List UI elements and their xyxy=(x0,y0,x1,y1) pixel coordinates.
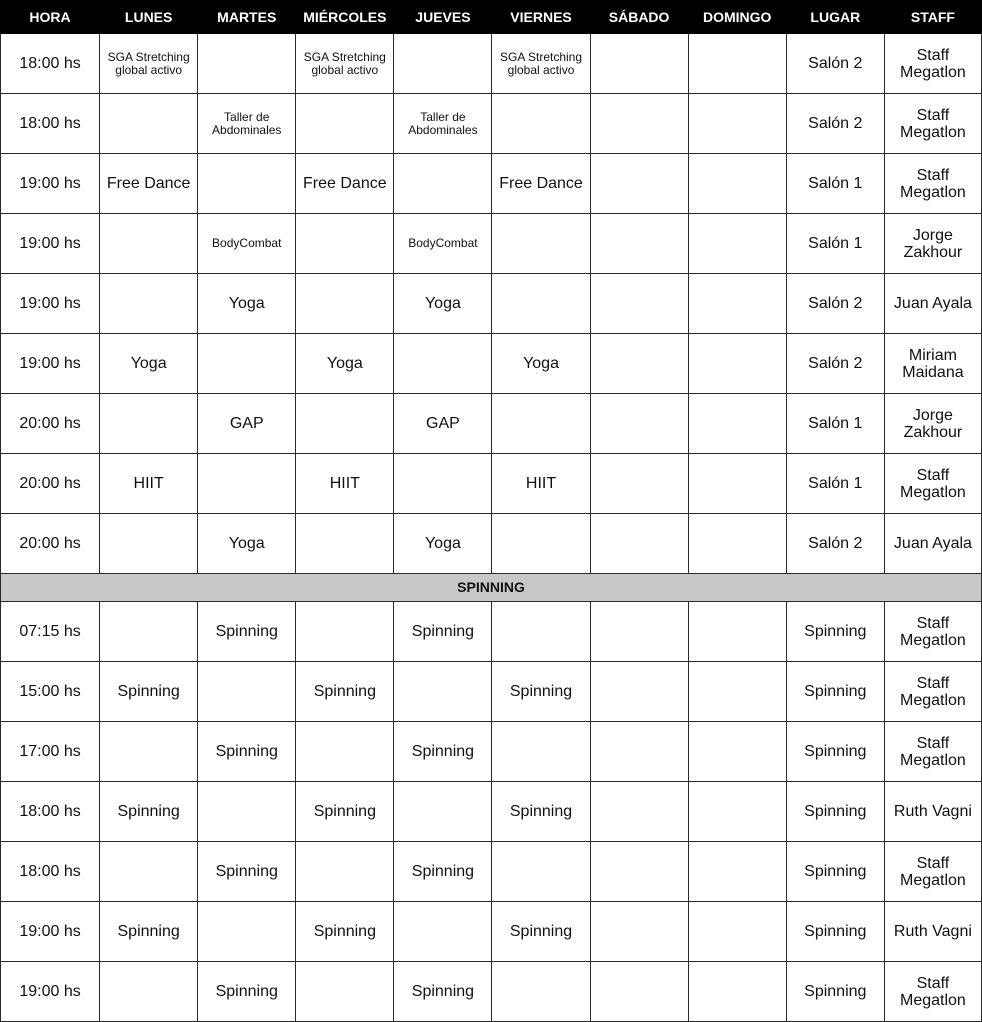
class-cell xyxy=(590,394,688,454)
class-cell: Yoga xyxy=(296,334,394,394)
class-cell: Yoga xyxy=(394,514,492,574)
class-cell xyxy=(198,34,296,94)
location-cell: Salón 2 xyxy=(786,334,884,394)
time-cell: 18:00 hs xyxy=(1,782,100,842)
staff-cell: Juan Ayala xyxy=(884,514,981,574)
class-cell xyxy=(590,454,688,514)
time-cell: 19:00 hs xyxy=(1,274,100,334)
class-cell xyxy=(394,662,492,722)
class-cell: Yoga xyxy=(198,514,296,574)
class-cell xyxy=(688,34,786,94)
class-cell xyxy=(296,842,394,902)
class-cell: Spinning xyxy=(100,662,198,722)
location-cell: Salón 2 xyxy=(786,274,884,334)
time-cell: 18:00 hs xyxy=(1,94,100,154)
class-cell: Spinning xyxy=(394,842,492,902)
schedule-header xyxy=(1,1,982,34)
schedule-body xyxy=(1,34,982,1022)
class-cell: Yoga xyxy=(394,274,492,334)
class-cell xyxy=(688,722,786,782)
table-row xyxy=(1,334,982,394)
class-cell xyxy=(198,662,296,722)
class-cell: SGA Stretching global activo xyxy=(492,34,590,94)
class-cell xyxy=(100,962,198,1022)
class-cell: Spinning xyxy=(394,962,492,1022)
class-cell xyxy=(688,514,786,574)
class-cell xyxy=(100,274,198,334)
class-cell xyxy=(296,602,394,662)
class-cell: SGA Stretching global activo xyxy=(100,34,198,94)
class-cell xyxy=(590,34,688,94)
location-cell: Spinning xyxy=(786,662,884,722)
class-cell: BodyCombat xyxy=(198,214,296,274)
class-cell xyxy=(296,274,394,334)
column-header: JUEVES xyxy=(394,1,492,34)
time-cell: 20:00 hs xyxy=(1,454,100,514)
class-cell: GAP xyxy=(394,394,492,454)
class-cell: Taller de Abdominales xyxy=(198,94,296,154)
class-cell xyxy=(296,94,394,154)
table-row xyxy=(1,94,982,154)
class-cell xyxy=(296,962,394,1022)
column-header: STAFF xyxy=(884,1,981,34)
class-cell xyxy=(688,214,786,274)
class-cell xyxy=(296,214,394,274)
location-cell: Salón 2 xyxy=(786,94,884,154)
location-cell: Spinning xyxy=(786,842,884,902)
class-cell xyxy=(590,514,688,574)
column-header: HORA xyxy=(1,1,100,34)
class-cell: Spinning xyxy=(198,602,296,662)
class-cell xyxy=(492,962,590,1022)
class-cell: Free Dance xyxy=(296,154,394,214)
class-cell: Spinning xyxy=(492,902,590,962)
table-row xyxy=(1,962,982,1022)
class-cell: Spinning xyxy=(296,662,394,722)
class-cell: SGA Stretching global activo xyxy=(296,34,394,94)
class-cell xyxy=(492,514,590,574)
location-cell: Salón 1 xyxy=(786,394,884,454)
table-row xyxy=(1,902,982,962)
time-cell: 18:00 hs xyxy=(1,842,100,902)
time-cell: 20:00 hs xyxy=(1,394,100,454)
class-cell: Spinning xyxy=(492,662,590,722)
class-cell xyxy=(198,782,296,842)
table-row xyxy=(1,154,982,214)
staff-cell: Ruth Vagni xyxy=(884,782,981,842)
section-divider-row xyxy=(1,574,982,602)
time-cell: 19:00 hs xyxy=(1,902,100,962)
class-cell xyxy=(394,454,492,514)
class-cell xyxy=(590,722,688,782)
staff-cell: Juan Ayala xyxy=(884,274,981,334)
class-cell xyxy=(100,214,198,274)
class-cell xyxy=(590,602,688,662)
staff-cell: Staff Megatlon xyxy=(884,722,981,782)
class-cell: Spinning xyxy=(100,782,198,842)
class-cell xyxy=(688,962,786,1022)
table-row xyxy=(1,454,982,514)
time-cell: 19:00 hs xyxy=(1,214,100,274)
location-cell: Salón 1 xyxy=(786,454,884,514)
location-cell: Spinning xyxy=(786,902,884,962)
staff-cell: Staff Megatlon xyxy=(884,94,981,154)
class-cell: Free Dance xyxy=(100,154,198,214)
class-cell xyxy=(492,722,590,782)
class-cell xyxy=(688,334,786,394)
class-cell: Yoga xyxy=(492,334,590,394)
table-row xyxy=(1,514,982,574)
staff-cell: Jorge Zakhour xyxy=(884,214,981,274)
header-row xyxy=(1,1,982,34)
staff-cell: Staff Megatlon xyxy=(884,454,981,514)
class-cell xyxy=(100,602,198,662)
class-cell: HIIT xyxy=(492,454,590,514)
class-cell xyxy=(688,842,786,902)
class-cell xyxy=(296,394,394,454)
class-cell xyxy=(590,154,688,214)
table-row xyxy=(1,722,982,782)
class-cell xyxy=(198,154,296,214)
table-row xyxy=(1,842,982,902)
staff-cell: Ruth Vagni xyxy=(884,902,981,962)
class-cell: GAP xyxy=(198,394,296,454)
class-cell xyxy=(590,94,688,154)
class-cell: Spinning xyxy=(198,842,296,902)
staff-cell: Staff Megatlon xyxy=(884,34,981,94)
class-cell xyxy=(296,514,394,574)
class-cell xyxy=(688,662,786,722)
class-cell xyxy=(394,902,492,962)
class-cell xyxy=(198,902,296,962)
time-cell: 17:00 hs xyxy=(1,722,100,782)
class-cell: Spinning xyxy=(394,722,492,782)
staff-cell: Jorge Zakhour xyxy=(884,394,981,454)
table-row xyxy=(1,602,982,662)
time-cell: 18:00 hs xyxy=(1,34,100,94)
table-row xyxy=(1,34,982,94)
class-cell xyxy=(492,94,590,154)
location-cell: Salón 1 xyxy=(786,214,884,274)
class-cell xyxy=(688,602,786,662)
time-cell: 19:00 hs xyxy=(1,334,100,394)
class-cell xyxy=(394,782,492,842)
class-cell: HIIT xyxy=(296,454,394,514)
class-cell xyxy=(590,214,688,274)
class-cell: Spinning xyxy=(296,782,394,842)
table-row xyxy=(1,214,982,274)
class-cell xyxy=(688,394,786,454)
class-cell xyxy=(590,962,688,1022)
class-cell: Spinning xyxy=(296,902,394,962)
class-cell: HIIT xyxy=(100,454,198,514)
column-header: LUNES xyxy=(100,1,198,34)
class-cell: Free Dance xyxy=(492,154,590,214)
location-cell: Spinning xyxy=(786,962,884,1022)
class-cell xyxy=(394,154,492,214)
class-cell xyxy=(590,334,688,394)
class-cell xyxy=(688,782,786,842)
class-cell xyxy=(590,782,688,842)
class-cell: Spinning xyxy=(100,902,198,962)
staff-cell: Staff Megatlon xyxy=(884,602,981,662)
table-row xyxy=(1,782,982,842)
class-cell xyxy=(394,34,492,94)
column-header: SÁBADO xyxy=(590,1,688,34)
class-cell: Spinning xyxy=(198,962,296,1022)
time-cell: 07:15 hs xyxy=(1,602,100,662)
time-cell: 20:00 hs xyxy=(1,514,100,574)
location-cell: Salón 2 xyxy=(786,34,884,94)
section-title: SPINNING xyxy=(1,574,982,602)
table-row xyxy=(1,394,982,454)
class-cell: Spinning xyxy=(198,722,296,782)
class-cell: BodyCombat xyxy=(394,214,492,274)
time-cell: 15:00 hs xyxy=(1,662,100,722)
class-cell xyxy=(688,94,786,154)
class-cell xyxy=(590,902,688,962)
location-cell: Salón 1 xyxy=(786,154,884,214)
time-cell: 19:00 hs xyxy=(1,962,100,1022)
class-cell xyxy=(394,334,492,394)
staff-cell: Staff Megatlon xyxy=(884,154,981,214)
class-cell xyxy=(296,722,394,782)
class-cell xyxy=(492,274,590,334)
class-cell xyxy=(688,902,786,962)
staff-cell: Staff Megatlon xyxy=(884,662,981,722)
class-cell xyxy=(100,722,198,782)
class-cell: Spinning xyxy=(394,602,492,662)
staff-cell: Staff Megatlon xyxy=(884,962,981,1022)
table-row xyxy=(1,662,982,722)
class-cell xyxy=(590,662,688,722)
class-cell: Yoga xyxy=(198,274,296,334)
class-cell: Taller de Abdominales xyxy=(394,94,492,154)
class-cell xyxy=(100,842,198,902)
table-row xyxy=(1,274,982,334)
staff-cell: Miriam Maidana xyxy=(884,334,981,394)
class-cell xyxy=(100,394,198,454)
class-cell xyxy=(688,454,786,514)
column-header: LUGAR xyxy=(786,1,884,34)
class-cell xyxy=(100,94,198,154)
column-header: VIERNES xyxy=(492,1,590,34)
staff-cell: Staff Megatlon xyxy=(884,842,981,902)
location-cell: Spinning xyxy=(786,602,884,662)
class-cell xyxy=(198,334,296,394)
column-header: MARTES xyxy=(198,1,296,34)
class-cell xyxy=(688,274,786,334)
class-cell: Spinning xyxy=(492,782,590,842)
column-header: MIÉRCOLES xyxy=(296,1,394,34)
location-cell: Salón 2 xyxy=(786,514,884,574)
class-cell xyxy=(492,214,590,274)
class-cell xyxy=(590,274,688,334)
class-cell xyxy=(100,514,198,574)
class-cell xyxy=(198,454,296,514)
column-header: DOMINGO xyxy=(688,1,786,34)
class-cell xyxy=(492,602,590,662)
class-cell xyxy=(688,154,786,214)
time-cell: 19:00 hs xyxy=(1,154,100,214)
class-cell xyxy=(590,842,688,902)
class-cell xyxy=(492,394,590,454)
class-cell: Yoga xyxy=(100,334,198,394)
location-cell: Spinning xyxy=(786,782,884,842)
class-cell xyxy=(492,842,590,902)
location-cell: Spinning xyxy=(786,722,884,782)
